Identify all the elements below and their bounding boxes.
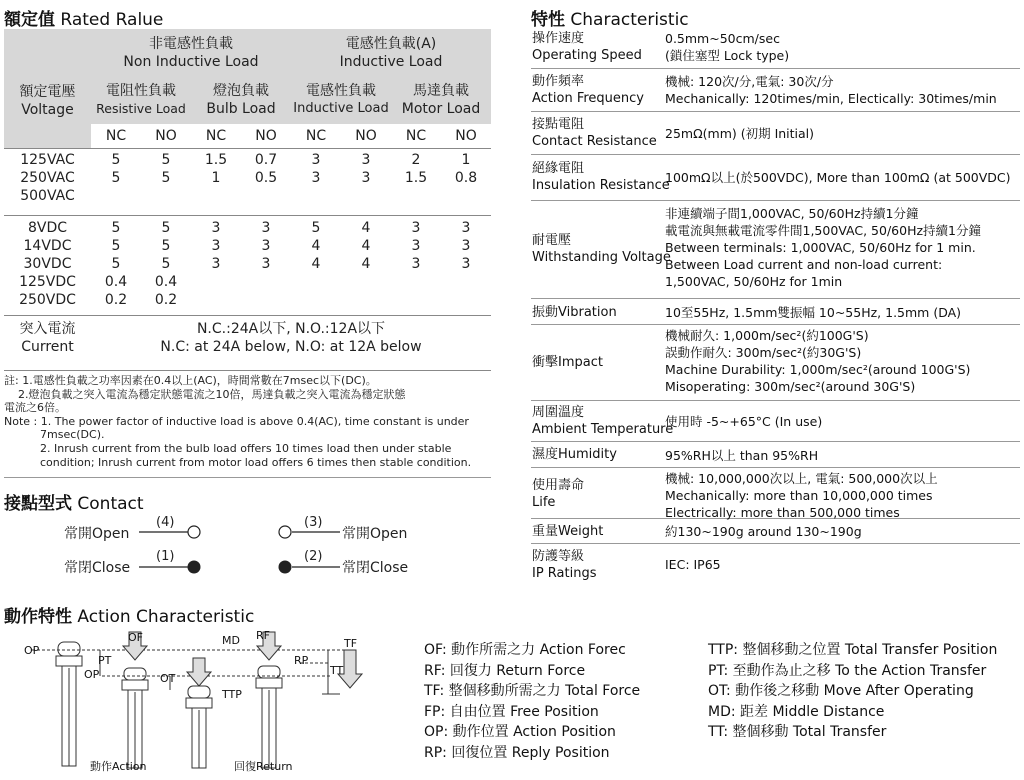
contact-diagram <box>0 512 491 584</box>
dc-row: 30VDC 5 5 3 3 4 4 3 3 <box>23 255 471 272</box>
motor-header: 馬達負載 Motor Load <box>401 83 481 118</box>
action-legend-right: TTP: 整個移動之位置 Total Transfer Position PT: 至動作為止之移 To the Action Transfer OT: 動作後之移動 Move After Operating MD: 距差 Middle Distance TT: 整個移動 Total Transfer <box>708 642 998 740</box>
open-label-left: 常開Open <box>64 526 130 542</box>
bulb-header: 燈泡負載 Bulb Load <box>206 83 276 118</box>
no-header: NO <box>141 124 191 148</box>
ac-row: 125VAC 5 5 1.5 0.7 3 3 2 1 <box>20 151 471 168</box>
ac-row: 250VAC 5 5 1 0.5 3 3 1.5 0.8 <box>20 169 478 186</box>
char-row-contact-resistance: 接點電阻 Contact Resistance 25mΩ(mm) (初期 Initial) <box>531 112 1020 155</box>
char-row-withstanding-voltage: 耐電壓 Withstanding Voltage 非連續端子間1,000VAC, 50/60Hz持續1分鐘 載電流與無載電流零件間1,500VAC, 50/60Hz持續1分鐘 Between terminals: 1,000VAC, 50/60Hz for 1 min. Between Load current and non-load current: 1,500VAC, 50/60Hz for 1min <box>531 201 1020 299</box>
char-row-humidity: 濕度Humidity 95%RH以上 than 95%RH <box>531 442 1020 468</box>
char-row-impact: 衝擊Impact 機械耐久: 1,000m/sec²(約100G'S) 誤動作耐久: 300m/sec²(約30G'S) Machine Durability: 1,000m/sec²(around 100G'S) Misoperating: 300m/sec²(around 30G'S) <box>531 325 1020 401</box>
open-contact-left <box>188 526 200 538</box>
action-diagram <box>10 628 390 776</box>
label-rp: RP <box>294 654 309 667</box>
terminal-1: (1) <box>156 549 175 564</box>
label-rf: RF <box>256 629 270 642</box>
nc-header: NC <box>391 124 441 148</box>
label-action: 動作Action <box>90 760 147 773</box>
label-op2: OP <box>84 668 100 681</box>
no-header: NO <box>441 124 491 148</box>
char-row-operating-speed: 操作速度 Operating Speed 0.5mm~50cm/sec (鎖住塞型 Lock type) <box>531 27 1020 69</box>
open-contact-right <box>279 526 291 538</box>
label-tt: TT <box>330 664 344 677</box>
inductive-header: 電感性負載(A) Inductive Load <box>339 36 443 70</box>
label-ttp: TTP <box>222 688 242 701</box>
label-return: 回復Return <box>234 760 293 773</box>
dc-row: 125VDC 0.4 0.4 <box>19 273 178 290</box>
action-title: 動作特性 Action Characteristic <box>4 607 255 627</box>
dc-row: 14VDC 5 5 3 3 4 4 3 3 <box>23 237 471 254</box>
char-row-vibration: 振動Vibration 10至55Hz, 1.5mm雙振幅 10~55Hz, 1.5mm (DA) <box>531 299 1020 325</box>
dc-row: 250VDC 0.2 0.2 <box>19 291 178 308</box>
close-label-left: 常閉Close <box>64 560 131 576</box>
closed-contact-left <box>188 561 201 574</box>
char-row-insulation-resistance: 絕緣電阻 Insulation Resistance 100mΩ以上(於500VDC), More than 100mΩ (at 500VDC) <box>531 155 1020 201</box>
no-header: NO <box>241 124 291 148</box>
rated-table <box>4 29 491 356</box>
voltage-header: 額定電壓 Voltage <box>19 83 76 118</box>
terminal-4: (4) <box>156 515 175 530</box>
action-legend-left: OF: 動作所需之力 Action Forec RF: 回復力 Return Force TF: 整個移動所需之力 Total Force FP: 自由位置 Free Position OP: 動作位置 Action Position RP: 回復位置 Reply Position <box>424 642 641 761</box>
contact-title: 接點型式 Contact <box>4 494 144 514</box>
terminal-3: (3) <box>304 515 323 530</box>
no-header: NO <box>341 124 391 148</box>
nc-header: NC <box>191 124 241 148</box>
label-op: OP <box>24 644 40 657</box>
nc-header: NC <box>91 124 141 148</box>
label-of: OF <box>128 631 143 644</box>
action-svg <box>10 628 390 776</box>
rated-title: 額定值 Rated Ralue <box>4 10 164 30</box>
resistive-header: 電阻性負載 Resistive Load <box>96 83 186 117</box>
label-tf: TF <box>344 637 358 650</box>
dc-row: 8VDC 5 5 3 3 5 4 3 3 <box>27 219 471 236</box>
label-pt: PT <box>98 654 112 667</box>
closed-contact-right <box>279 561 292 574</box>
inductive2-header: 電感性負載 Inductive Load <box>293 83 389 117</box>
label-ot: OT <box>160 672 176 685</box>
inrush-row: 突入電流 Current N.C.:24A以下, N.O.:12A以下 N.C: at 24A below, N.O: at 12A below <box>4 315 491 356</box>
char-row-life: 使用壽命 Life 機械: 10,000,000次以上, 電氣: 500,000次以上 Mechanically: more than 10,000,000 times Electrically: more than 500,000 times <box>531 468 1020 519</box>
notes: 註: 1.電感性負載之功率因素在0.4以上(AC)，時間常數在7msec以下(DC)。 2.燈泡負載之突入電流為穩定狀態電流之10倍，馬達負載之突入電流為穩定狀態 電流之6倍。 Note : 1. The power factor of inductive load is above 0.4(AC), time constant is under 7msec(DC). 2. Inrush current from the bulb load offers 10 times load then under stable condition; Inrush current from motor load offers 6 times then stable condition. <box>4 374 472 469</box>
char-row-ip-ratings: 防護等級 IP Ratings IEC: IP65 <box>532 549 721 581</box>
ot-arrow <box>187 658 211 686</box>
characteristic-title: 特性 Characteristic <box>531 10 689 30</box>
char-row-weight: 重量Weight 約130~190g around 130~190g <box>531 519 1020 544</box>
nc-header: NC <box>291 124 341 148</box>
terminal-2: (2) <box>304 549 323 564</box>
ac-row: 500VAC <box>20 187 75 204</box>
non-inductive-header: 非電感性負載 Non Inductive Load <box>123 36 259 70</box>
label-md: MD <box>222 634 240 647</box>
open-label-right: 常開Open <box>342 526 408 542</box>
char-row-action-frequency: 動作頻率 Action Frequency 機械: 120次/分,電氣: 30次/分 Mechanically: 120times/min, Electically: 30times/min <box>531 69 1020 112</box>
close-label-right: 常閉Close <box>342 560 409 576</box>
char-row-ambient-temperature: 周圍溫度 Ambient Temperature 使用時 -5~+65°C (In use) <box>531 401 1020 442</box>
